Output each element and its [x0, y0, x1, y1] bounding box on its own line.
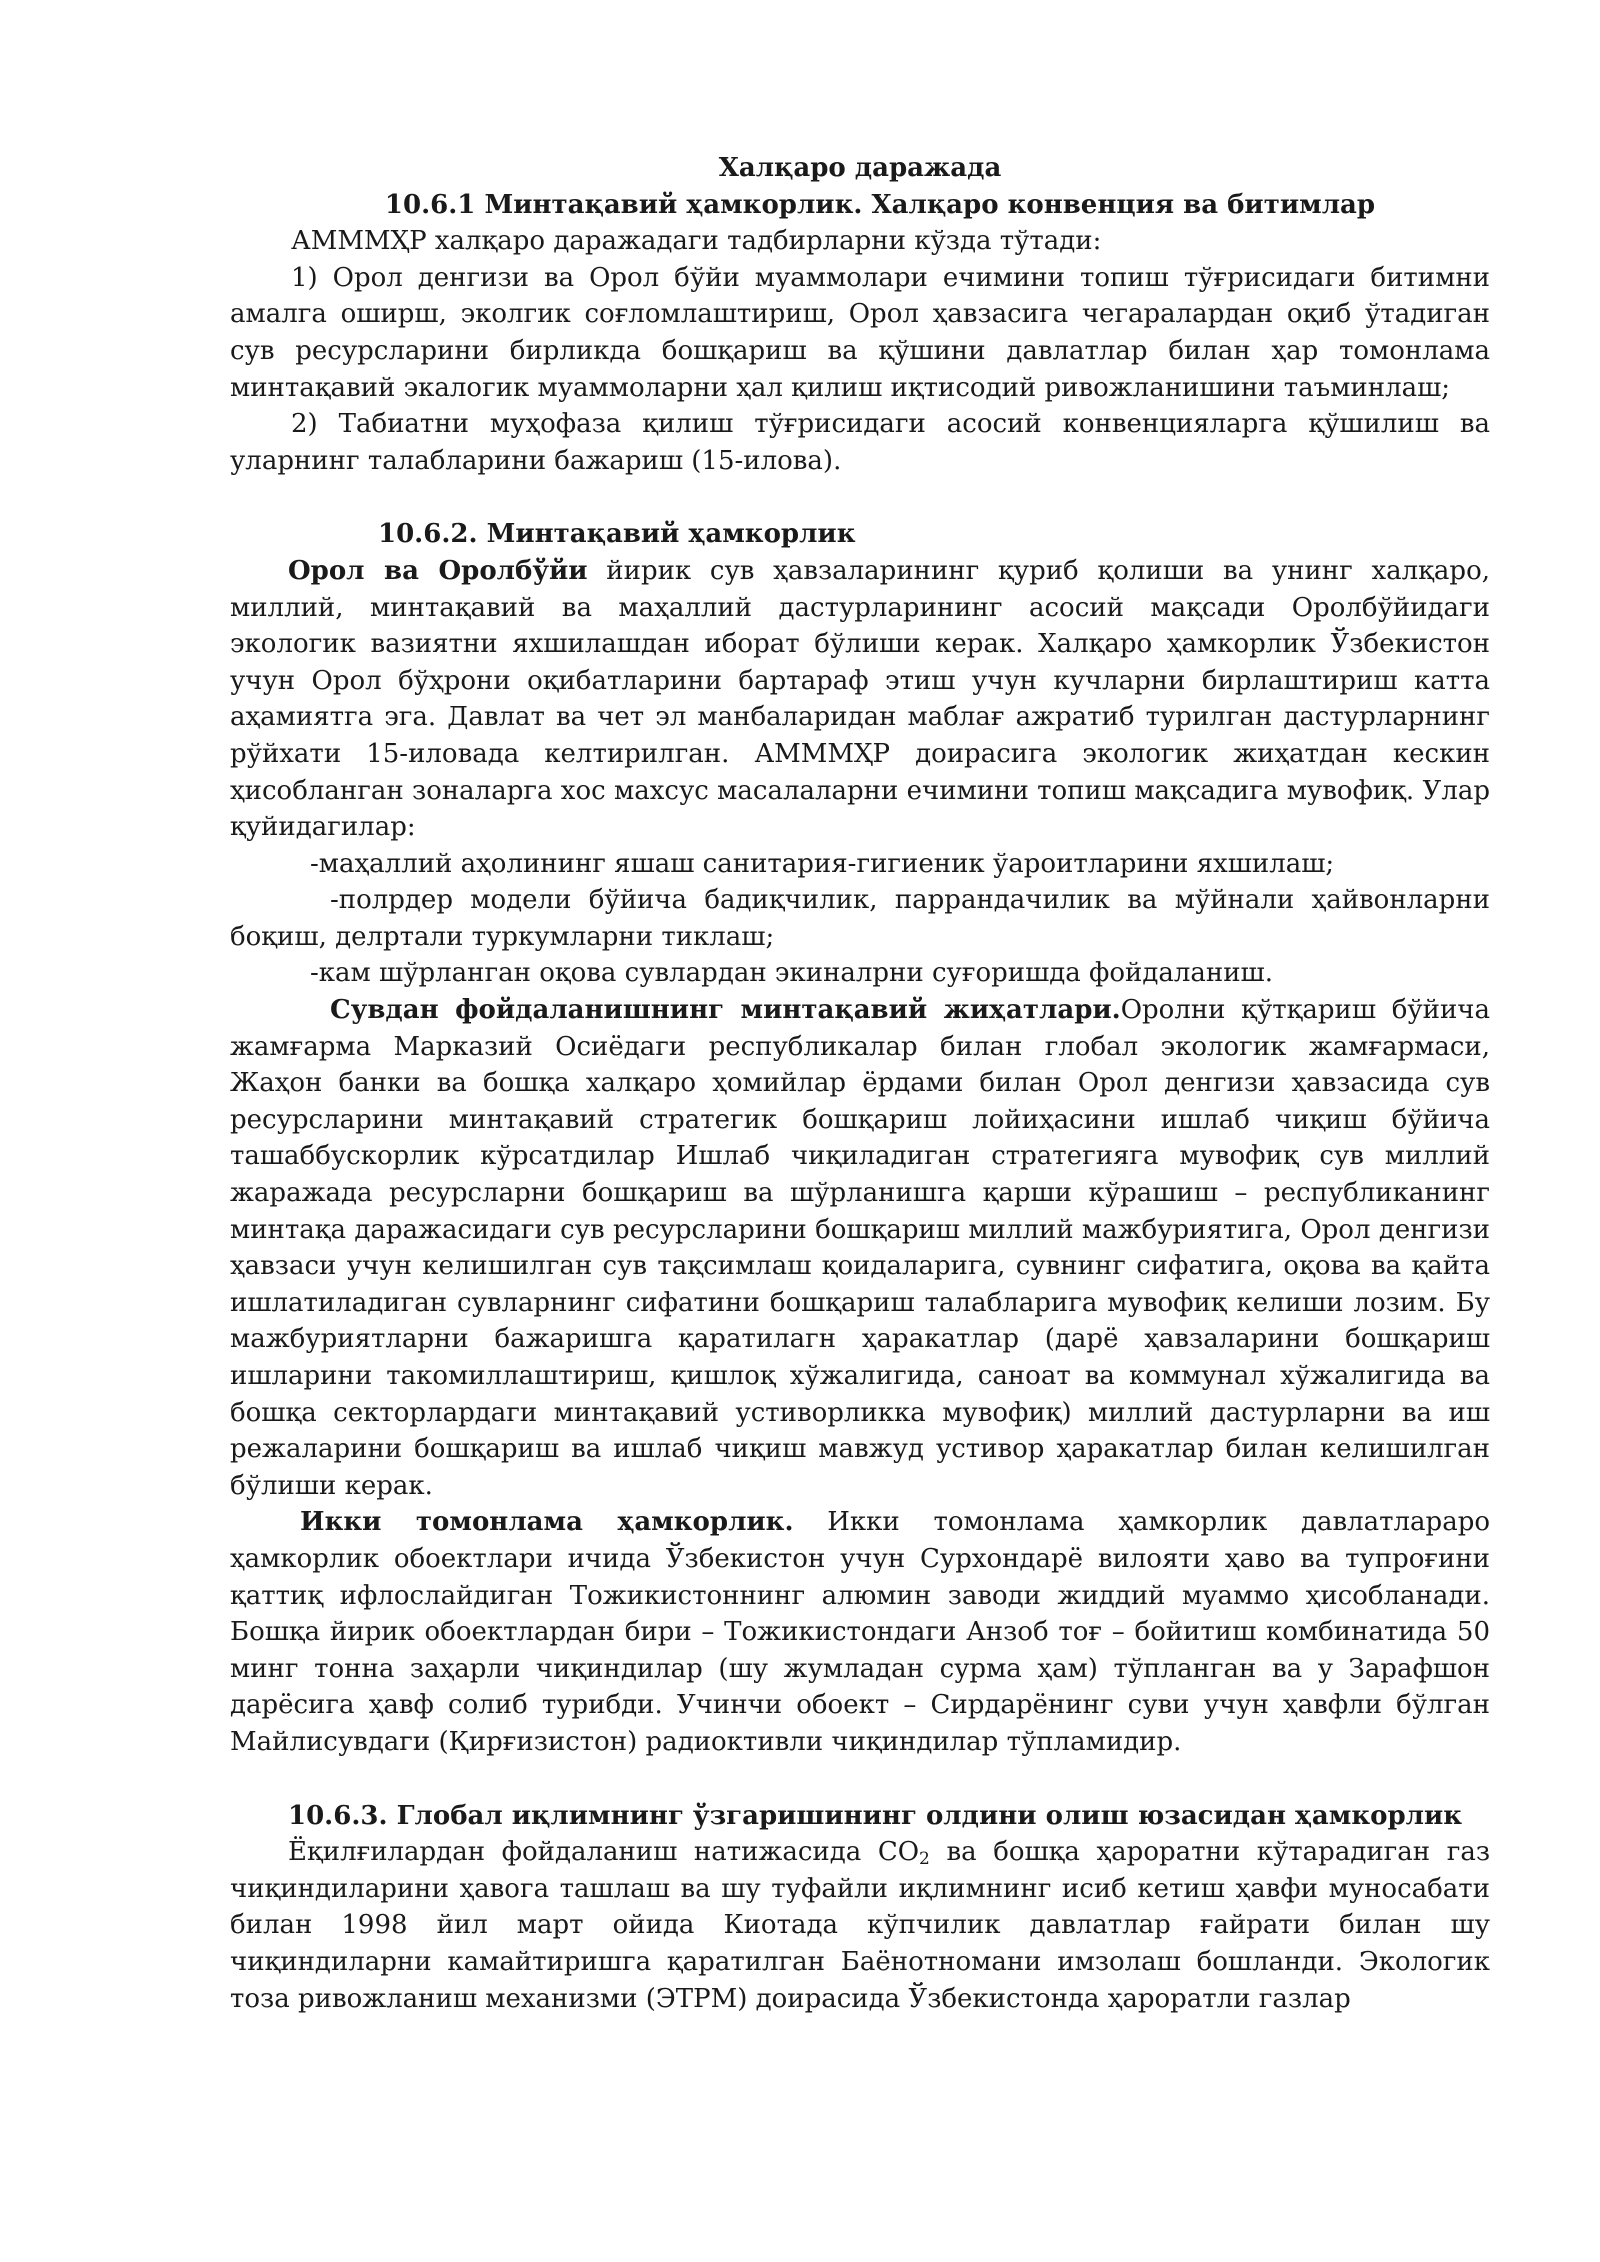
paragraph-climate-text-b: ва бошқа ҳароратни кўтарадиган газ чиқиндиларини ҳавога ташлаш ва шу туфайли иқлимнинг исиб кетиш ҳавфи муносабати билан 1998 йил март ойида Киотада кўпчилик давлатлар ғайрати билан шу чиқиндиларни камайтиришга қаратилган Баёнотномани имзолаш бошланди. Экологик тоза ривожланиш механизми (ЭТРМ) доирасида Ўзбекистонда ҳароратли газлар — [230, 1837, 1491, 2014]
section-heading-international: Халқаро даражада — [718, 153, 1002, 183]
bullet-item: -кам шўрланган оқова сувлардан экиналрни суғоришда фойдаланиш. — [310, 958, 1273, 989]
list-item-2: 2) Табиатни муҳофаза қилиш тўғрисидаги асосий конвенцияларга қўшилиш ва уларнинг талабларини бажариш (15-илова). — [230, 409, 1490, 476]
bullet-item: -полрдер модели бўйича бадиқчилик, паррандачилик ва мўйнали ҳайвонларни боқиш, делртали туркумларни тиклаш; — [230, 885, 1490, 952]
paragraph-aral-region-text: йирик сув ҳавзаларининг қуриб қолиши ва унинг халқаро, миллий, минтақавий ва маҳаллий дастурларининг асосий мақсади Оролбўйидаги экологик вазиятни яхшилашдан иборат бўлиши керак. Халқаро ҳамкорлик Ўзбекистон учун Орол бўҳрони оқибатларини бартараф этиш учун кучларни бирлаштириш катта аҳамиятга эга. Давлат ва чет эл манбаларидан маблағ ажратиб турилган дастурларнинг рўйхати 15-иловада келтирилган. АМММҲР доирасига экологик жиҳатдан кескин ҳисобланган зоналарга хос махсус масалаларни ечимини топиш мақсадига мувофиқ. Улар қуйидагилар: — [230, 555, 1490, 843]
paragraph-bilateral-lead: Икки томонлама ҳамкорлик. — [300, 1507, 794, 1538]
section-heading-10-6-1: 10.6.1 Минтақавий ҳамкорлик. Халқаро конвенция ва битимлар — [384, 189, 1376, 220]
section-heading-10-6-2: 10.6.2. Минтақавий ҳамкорлик — [378, 519, 856, 550]
section-heading-10-6-3: 10.6.3. Глобал иқлимнинг ўзгаришининг олдини олиш юзасидан ҳамкорлик — [288, 1800, 1463, 1831]
co2-subscript: 2 — [919, 1849, 930, 1870]
document-page — [230, 150, 1490, 2017]
paragraph-bilateral — [230, 1504, 1490, 1760]
paragraph-intro: АМММҲР халқаро даражадаги тадбирларни кўзда тўтади: — [291, 226, 1102, 257]
paragraph-aral-region-lead: Орол ва Оролбўйи — [288, 555, 588, 586]
bullet-item: -маҳаллий аҳолининг яшаш санитария-гигиеник ўароитларини яхшилаш; — [310, 848, 1335, 879]
paragraph-water-use — [230, 992, 1490, 1504]
paragraph-water-use-text: Оролни қўтқариш бўйича жамғарма Марказий Осиёдаги республикалар билан глобал экологик жамғармаси, Жаҳон банки ва бошқа халқаро ҳомийлар ёрдами билан Орол денгизи ҳавзасида сув ресурсларини минтақавий стратегик бошқариш лойиҳасини ишлаб чиқиш бўйича ташаббускорлик кўрсатдилар Ишлаб чиқиладиган стратегияга мувофиқ сув миллий жаражада ресурсларни бошқариш ва шўрланишга қарши кўрашиш – республиканинг минтақа даражасидаги сув ресурсларини бошқариш миллий мажбуриятига, Орол денгизи ҳавзаси учун келишилган сув тақсимлаш қоидаларига, сувнинг сифатига, оқова ва қайта ишлатиладиган сувларнинг сифатини бошқариш талабларига мувофиқ келиши лозим. Бу мажбуриятларни бажаришга қаратилагн ҳаракатлар (дарё ҳавзаларини бошқариш ишларини такомиллаштириш, қишлоқ хўжалигида, саноат ва коммунал хўжалигида ва бошқа секторлардаги минтақавий устиворликка мувофиқ) миллий дастурларни ва иш режаларини бошқариш ва ишлаб чиқиш мавжуд устивор ҳаракатлар билан келишилган бўлиши керак. — [230, 995, 1490, 1501]
paragraph-climate-text-a: Ёқилғилардан фойдаланиш натижасида CO — [288, 1837, 920, 1868]
paragraph-bilateral-text: Икки томонлама ҳамкорлик давлатлараро ҳамкорлик обоектлари ичида Ўзбекистон учун Сурхондарё вилояти ҳаво ва тупроғини қаттиқ ифлослайдиган Тожикистоннинг алюмин заводи жиддий муаммо ҳисобланади. Бошқа йирик обоектлардан бири – Тожикистондаги Анзоб тоғ – бойитиш комбинатида 50 минг тонна заҳарли чиқиндилар (шу жумладан сурма ҳам) тўпланган ва у Зарафшон дарёсига ҳавф солиб турибди. Учинчи обоект – Сирдарёнинг суви учун ҳавфли бўлган Майлисувдаги (Қирғизистон) радиоктивли чиқиндилар тўпламидир. — [230, 1507, 1490, 1757]
paragraph-aral-region — [230, 553, 1490, 846]
paragraph-climate — [230, 1834, 1490, 2017]
list-item-1: 1) Орол денгизи ва Орол бўйи муаммолари ечимини топиш тўғрисидаги битимни амалга оширш, эколгик соғломлаштириш, Орол ҳавзасига чегаралардан оқиб ўтадиган сув ресурсларини бирликда бошқариш ва қўшини давлатлар билан ҳар томонлама минтақавий экалогик муаммоларни ҳал қилиш иқтисодий ривожланишини таъминлаш; — [230, 262, 1490, 403]
paragraph-water-use-lead: Сувдан фойдаланишнинг минтақавий жиҳатлари. — [330, 995, 1121, 1026]
